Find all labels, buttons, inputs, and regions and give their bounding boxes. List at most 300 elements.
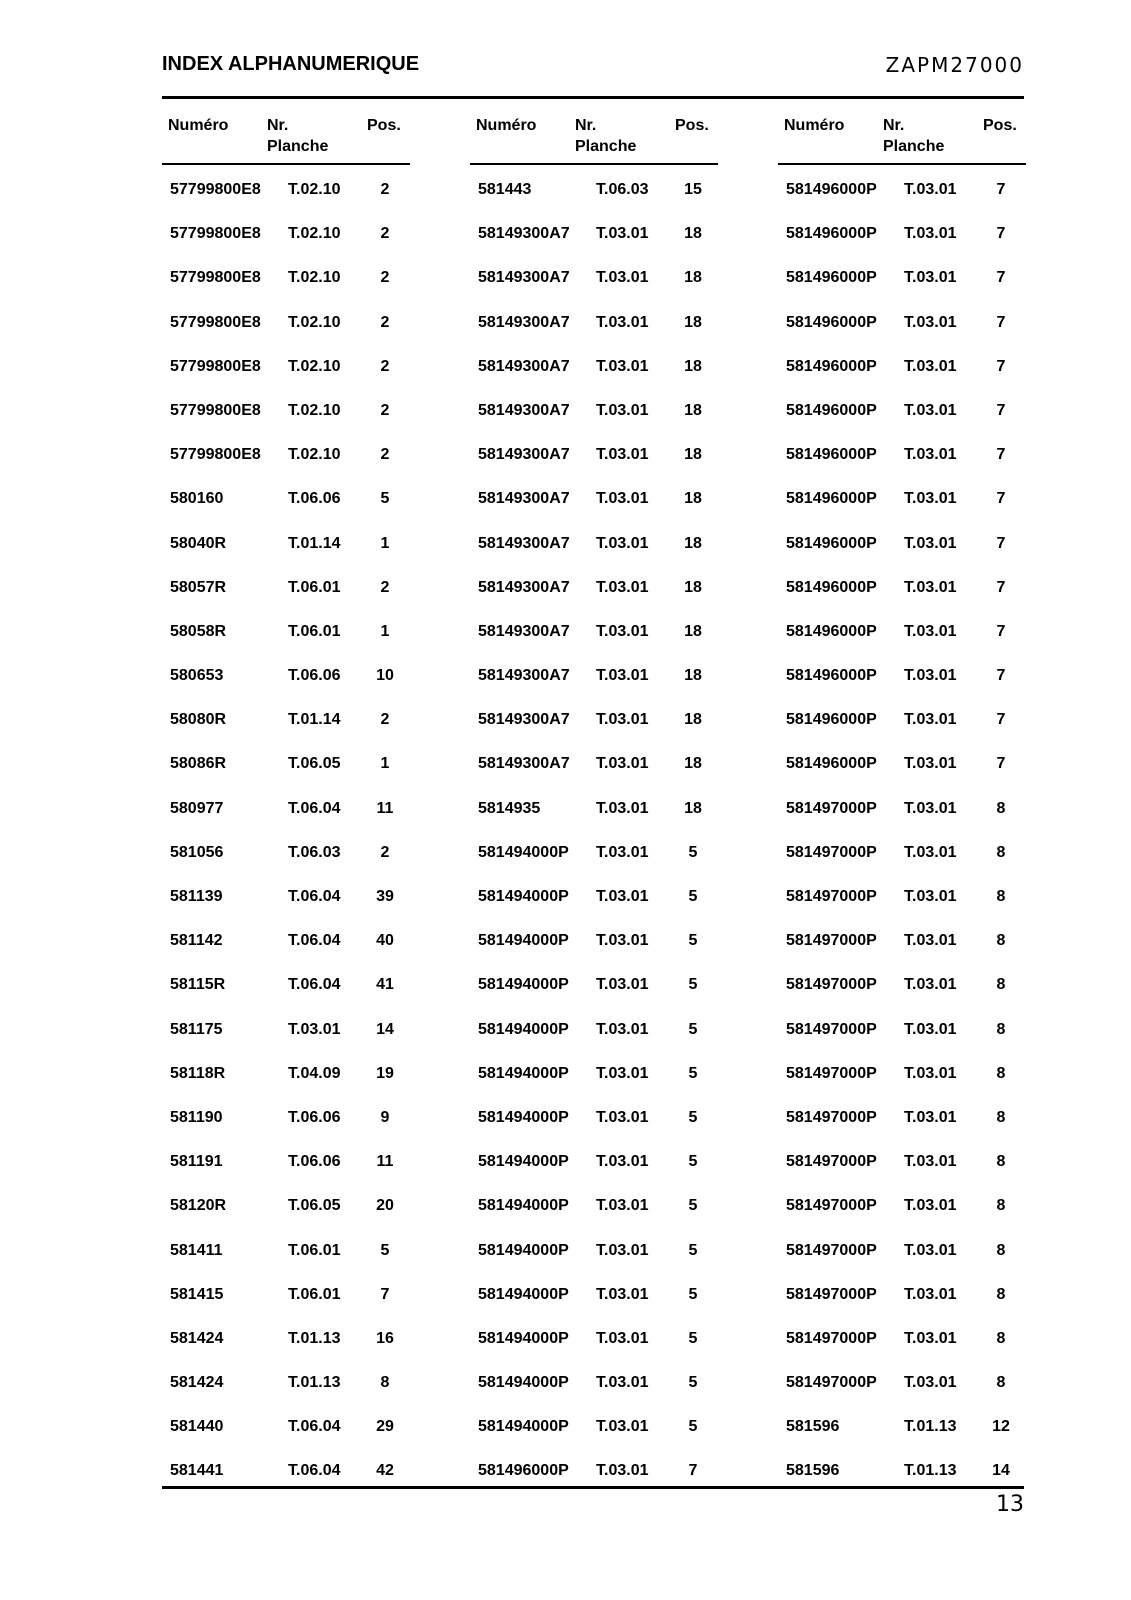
planche-cell: T.01.13 bbox=[904, 1462, 957, 1480]
planche-cell: T.03.01 bbox=[596, 1329, 649, 1347]
part-number: 58149300A7 bbox=[478, 534, 570, 552]
position-cell: 5 bbox=[688, 1374, 698, 1392]
position-cell: 5 bbox=[688, 843, 698, 861]
position-cell: 8 bbox=[996, 799, 1006, 817]
part-number: 581056 bbox=[170, 843, 224, 861]
planche-cell: T.03.01 bbox=[904, 1285, 957, 1303]
part-number: 58080R bbox=[170, 711, 227, 729]
part-number: 58149300A7 bbox=[478, 313, 570, 331]
table-row bbox=[470, 343, 718, 387]
table-row bbox=[470, 1094, 718, 1138]
part-number: 581494000P bbox=[478, 1108, 569, 1126]
table-row bbox=[162, 1271, 410, 1315]
planche-cell: T.03.01 bbox=[596, 446, 649, 464]
table-row bbox=[162, 210, 410, 254]
table-row bbox=[162, 1138, 410, 1182]
position-cell: 2 bbox=[380, 357, 390, 375]
part-number: 581596 bbox=[786, 1418, 840, 1436]
position-cell: 18 bbox=[684, 490, 702, 508]
part-number: 581496000P bbox=[786, 181, 877, 198]
position-cell: 7 bbox=[996, 578, 1006, 596]
table-row bbox=[778, 1182, 1026, 1226]
position-cell: 2 bbox=[380, 401, 390, 419]
planche-cell: T.03.01 bbox=[596, 578, 649, 596]
planche-cell: T.03.01 bbox=[596, 1153, 649, 1171]
planche-cell: T.03.01 bbox=[596, 1462, 649, 1480]
position-cell: 8 bbox=[996, 843, 1006, 861]
position-cell: 14 bbox=[376, 1020, 394, 1038]
part-number: 58120R bbox=[170, 1197, 227, 1215]
index-column-1 bbox=[162, 99, 410, 1492]
part-number: 581497000P bbox=[786, 799, 877, 817]
table-row bbox=[162, 431, 410, 475]
table-row bbox=[778, 873, 1026, 917]
column-rows bbox=[162, 166, 410, 1492]
part-number: 581496000P bbox=[786, 401, 877, 419]
table-row bbox=[778, 608, 1026, 652]
planche-cell: T.03.01 bbox=[904, 357, 957, 375]
position-cell: 2 bbox=[380, 181, 390, 198]
position-cell: 7 bbox=[996, 269, 1006, 287]
part-number: 581424 bbox=[170, 1374, 224, 1392]
planche-cell: T.03.01 bbox=[596, 711, 649, 729]
table-row bbox=[778, 829, 1026, 873]
position-cell: 7 bbox=[996, 446, 1006, 464]
table-row bbox=[470, 1138, 718, 1182]
position-cell: 8 bbox=[996, 1329, 1006, 1347]
position-cell: 1 bbox=[380, 755, 390, 773]
part-number: 581596 bbox=[786, 1462, 840, 1480]
page-title: INDEX ALPHANUMERIQUE bbox=[162, 53, 420, 75]
part-number: 581190 bbox=[170, 1108, 223, 1126]
position-cell: 19 bbox=[376, 1064, 394, 1082]
planche-cell: T.03.01 bbox=[904, 1108, 957, 1126]
table-row bbox=[470, 696, 718, 740]
table-row bbox=[778, 1094, 1026, 1138]
table-row bbox=[470, 166, 718, 210]
position-cell: 10 bbox=[376, 667, 394, 685]
planche-cell: T.06.01 bbox=[288, 578, 341, 596]
position-cell: 8 bbox=[996, 888, 1006, 905]
position-cell: 7 bbox=[996, 622, 1006, 640]
planche-cell: T.03.01 bbox=[904, 269, 957, 287]
table-row bbox=[162, 387, 410, 431]
part-number: 57799800E8 bbox=[170, 269, 261, 287]
table-row bbox=[162, 917, 410, 961]
planche-cell: T.06.03 bbox=[288, 843, 341, 861]
part-number: 581494000P bbox=[478, 1329, 569, 1347]
position-cell: 18 bbox=[684, 401, 702, 419]
header-numero: Numéro bbox=[476, 117, 537, 134]
planche-cell: T.06.06 bbox=[288, 1108, 341, 1126]
planche-cell: T.03.01 bbox=[596, 313, 649, 331]
part-number: 57799800E8 bbox=[170, 181, 261, 198]
part-number: 581497000P bbox=[786, 888, 877, 905]
part-number: 581411 bbox=[170, 1241, 223, 1259]
position-cell: 2 bbox=[380, 446, 390, 464]
planche-cell: T.03.01 bbox=[904, 1064, 957, 1082]
table-row bbox=[470, 387, 718, 431]
position-cell: 18 bbox=[684, 225, 702, 243]
planche-cell: T.06.05 bbox=[288, 755, 341, 773]
planche-cell: T.03.01 bbox=[904, 1153, 957, 1171]
planche-cell: T.03.01 bbox=[904, 711, 957, 729]
part-number: 581494000P bbox=[478, 1153, 569, 1171]
planche-cell: T.03.01 bbox=[596, 888, 649, 905]
header-pos: Pos. bbox=[983, 117, 1017, 134]
position-cell: 2 bbox=[380, 269, 390, 287]
planche-cell: T.06.04 bbox=[288, 888, 341, 905]
table-row bbox=[470, 1227, 718, 1271]
table-row bbox=[162, 740, 410, 784]
part-number: 581494000P bbox=[478, 1285, 569, 1303]
table-row bbox=[778, 1138, 1026, 1182]
table-row bbox=[470, 1006, 718, 1050]
table-row bbox=[162, 1403, 410, 1447]
header-nr-planche bbox=[883, 115, 944, 157]
part-number: 581497000P bbox=[786, 1108, 877, 1126]
position-cell: 18 bbox=[684, 269, 702, 287]
planche-cell: T.01.14 bbox=[288, 711, 341, 729]
table-row bbox=[162, 652, 410, 696]
planche-cell: T.06.04 bbox=[288, 976, 341, 994]
position-cell: 7 bbox=[996, 755, 1006, 773]
position-cell: 1 bbox=[380, 622, 390, 640]
position-cell: 5 bbox=[688, 1064, 698, 1082]
part-number: 581497000P bbox=[786, 1064, 877, 1082]
header-numero: Numéro bbox=[784, 117, 845, 134]
part-number: 581494000P bbox=[478, 1418, 569, 1436]
part-number: 581496000P bbox=[786, 711, 877, 729]
planche-cell: T.03.01 bbox=[904, 181, 957, 198]
part-number: 581497000P bbox=[786, 1020, 877, 1038]
planche-cell: T.03.01 bbox=[904, 976, 957, 994]
header-planche: Planche bbox=[267, 138, 329, 155]
part-number: 581494000P bbox=[478, 932, 569, 950]
planche-cell: T.02.10 bbox=[288, 269, 341, 287]
position-cell: 8 bbox=[996, 1197, 1006, 1215]
planche-cell: T.02.10 bbox=[288, 401, 341, 419]
table-row bbox=[778, 1271, 1026, 1315]
part-number: 581441 bbox=[170, 1462, 224, 1480]
planche-cell: T.03.01 bbox=[596, 269, 649, 287]
planche-cell: T.03.01 bbox=[904, 446, 957, 464]
planche-cell: T.03.01 bbox=[596, 1241, 649, 1259]
planche-cell: T.03.01 bbox=[904, 622, 957, 640]
table-row bbox=[162, 608, 410, 652]
part-number: 58149300A7 bbox=[478, 225, 570, 243]
position-cell: 5 bbox=[688, 932, 698, 950]
position-cell: 8 bbox=[996, 1108, 1006, 1126]
table-row bbox=[470, 564, 718, 608]
header-nr: Nr. bbox=[267, 117, 289, 134]
table-row bbox=[162, 1359, 410, 1403]
planche-cell: T.06.01 bbox=[288, 1285, 341, 1303]
position-cell: 20 bbox=[376, 1197, 394, 1215]
planche-cell: T.06.05 bbox=[288, 1197, 341, 1215]
planche-cell: T.06.04 bbox=[288, 1418, 341, 1436]
table-row bbox=[470, 1403, 718, 1447]
planche-cell: T.02.10 bbox=[288, 313, 341, 331]
table-row bbox=[162, 1094, 410, 1138]
position-cell: 18 bbox=[684, 578, 702, 596]
position-cell: 1 bbox=[380, 534, 390, 552]
planche-cell: T.06.06 bbox=[288, 1153, 341, 1171]
column-rows bbox=[470, 166, 718, 1492]
planche-cell: T.03.01 bbox=[904, 490, 957, 508]
header-nr-planche bbox=[575, 115, 636, 157]
part-number: 581497000P bbox=[786, 932, 877, 950]
table-row bbox=[778, 1050, 1026, 1094]
table-row bbox=[778, 1006, 1026, 1050]
part-number: 581496000P bbox=[786, 357, 877, 375]
part-number: 581497000P bbox=[786, 1285, 877, 1303]
part-number: 57799800E8 bbox=[170, 313, 261, 331]
planche-cell: T.06.06 bbox=[288, 490, 341, 508]
part-number: 58149300A7 bbox=[478, 401, 570, 419]
part-number: 57799800E8 bbox=[170, 446, 261, 464]
part-number: 58040R bbox=[170, 534, 227, 552]
position-cell: 18 bbox=[684, 711, 702, 729]
planche-cell: T.01.14 bbox=[288, 534, 341, 552]
part-number: 57799800E8 bbox=[170, 225, 261, 243]
part-number: 58149300A7 bbox=[478, 269, 570, 287]
planche-cell: T.06.04 bbox=[288, 1462, 341, 1480]
position-cell: 9 bbox=[380, 1108, 390, 1126]
position-cell: 11 bbox=[376, 799, 394, 817]
position-cell: 5 bbox=[688, 1197, 698, 1215]
table-row bbox=[470, 1447, 718, 1491]
position-cell: 2 bbox=[380, 711, 390, 729]
part-number: 581494000P bbox=[478, 976, 569, 994]
part-number: 581497000P bbox=[786, 1197, 877, 1215]
table-row bbox=[162, 166, 410, 210]
planche-cell: T.02.10 bbox=[288, 446, 341, 464]
planche-cell: T.03.01 bbox=[904, 534, 957, 552]
table-row bbox=[778, 652, 1026, 696]
planche-cell: T.03.01 bbox=[904, 401, 957, 419]
position-cell: 8 bbox=[996, 1020, 1006, 1038]
planche-cell: T.04.09 bbox=[288, 1064, 341, 1082]
table-row bbox=[470, 431, 718, 475]
part-number: 58115R bbox=[170, 976, 226, 994]
position-cell: 7 bbox=[996, 711, 1006, 729]
position-cell: 7 bbox=[996, 181, 1006, 198]
position-cell: 5 bbox=[688, 1020, 698, 1038]
planche-cell: T.03.01 bbox=[596, 490, 649, 508]
part-number: 58149300A7 bbox=[478, 357, 570, 375]
position-cell: 8 bbox=[996, 1153, 1006, 1171]
position-cell: 8 bbox=[996, 1285, 1006, 1303]
planche-cell: T.03.01 bbox=[904, 225, 957, 243]
part-number: 58149300A7 bbox=[478, 667, 570, 685]
planche-cell: T.03.01 bbox=[904, 888, 957, 905]
position-cell: 7 bbox=[688, 1462, 698, 1480]
table-row bbox=[162, 961, 410, 1005]
table-row bbox=[162, 1315, 410, 1359]
part-number: 581497000P bbox=[786, 1153, 877, 1171]
footer-divider bbox=[162, 1486, 1024, 1489]
position-cell: 8 bbox=[996, 1241, 1006, 1259]
table-row bbox=[162, 1050, 410, 1094]
header-planche: Planche bbox=[883, 138, 945, 155]
planche-cell: T.03.01 bbox=[596, 755, 649, 773]
position-cell: 7 bbox=[996, 490, 1006, 508]
table-row bbox=[162, 254, 410, 298]
table-row bbox=[778, 387, 1026, 431]
table-row bbox=[470, 873, 718, 917]
table-row bbox=[470, 210, 718, 254]
part-number: 581497000P bbox=[786, 1241, 877, 1259]
planche-cell: T.03.01 bbox=[596, 1374, 649, 1392]
planche-cell: T.03.01 bbox=[904, 799, 957, 817]
table-row bbox=[778, 431, 1026, 475]
position-cell: 42 bbox=[376, 1462, 394, 1480]
part-number: 581415 bbox=[170, 1285, 224, 1303]
planche-cell: T.03.01 bbox=[596, 1285, 649, 1303]
part-number: 581497000P bbox=[786, 976, 877, 994]
position-cell: 2 bbox=[380, 578, 390, 596]
part-number: 581497000P bbox=[786, 843, 877, 861]
position-cell: 8 bbox=[996, 932, 1006, 950]
table-row bbox=[470, 475, 718, 519]
part-number: 581191 bbox=[170, 1153, 223, 1171]
table-row bbox=[470, 917, 718, 961]
part-number: 581494000P bbox=[478, 843, 569, 861]
position-cell: 8 bbox=[996, 1064, 1006, 1082]
part-number: 58149300A7 bbox=[478, 578, 570, 596]
part-number: 580160 bbox=[170, 490, 224, 508]
header-planche: Planche bbox=[575, 138, 637, 155]
planche-cell: T.03.01 bbox=[596, 976, 649, 994]
planche-cell: T.02.10 bbox=[288, 181, 341, 198]
position-cell: 5 bbox=[688, 1153, 698, 1171]
planche-cell: T.01.13 bbox=[904, 1418, 957, 1436]
planche-cell: T.06.06 bbox=[288, 667, 341, 685]
table-row bbox=[470, 1271, 718, 1315]
position-cell: 14 bbox=[992, 1462, 1010, 1480]
planche-cell: T.03.01 bbox=[596, 1064, 649, 1082]
part-number: 581496000P bbox=[786, 313, 877, 331]
part-number: 58149300A7 bbox=[478, 622, 570, 640]
position-cell: 11 bbox=[376, 1153, 394, 1171]
part-number: 581496000P bbox=[478, 1462, 569, 1480]
planche-cell: T.03.01 bbox=[904, 667, 957, 685]
position-cell: 29 bbox=[376, 1418, 394, 1436]
position-cell: 7 bbox=[380, 1285, 390, 1303]
part-number: 581494000P bbox=[478, 1241, 569, 1259]
planche-cell: T.03.01 bbox=[596, 1197, 649, 1215]
page-number: 13 bbox=[996, 1492, 1024, 1517]
position-cell: 5 bbox=[688, 1108, 698, 1126]
planche-cell: T.03.01 bbox=[904, 1241, 957, 1259]
table-row bbox=[162, 785, 410, 829]
table-row bbox=[470, 1182, 718, 1226]
table-row bbox=[470, 1359, 718, 1403]
header-pos: Pos. bbox=[675, 117, 709, 134]
position-cell: 18 bbox=[684, 667, 702, 685]
part-number: 58118R bbox=[170, 1064, 226, 1082]
index-column-2 bbox=[470, 99, 718, 1492]
planche-cell: T.03.01 bbox=[596, 401, 649, 419]
planche-cell: T.03.01 bbox=[596, 799, 649, 817]
table-row bbox=[778, 1447, 1026, 1491]
position-cell: 40 bbox=[376, 932, 394, 950]
table-row bbox=[778, 917, 1026, 961]
table-row bbox=[470, 652, 718, 696]
table-row bbox=[778, 961, 1026, 1005]
header-nr-planche bbox=[267, 115, 328, 157]
planche-cell: T.03.01 bbox=[596, 357, 649, 375]
table-row bbox=[162, 1006, 410, 1050]
part-number: 58086R bbox=[170, 755, 227, 773]
position-cell: 5 bbox=[380, 490, 390, 508]
position-cell: 41 bbox=[376, 976, 394, 994]
position-cell: 5 bbox=[688, 976, 698, 994]
part-number: 581496000P bbox=[786, 622, 877, 640]
planche-cell: T.03.01 bbox=[596, 843, 649, 861]
table-row bbox=[162, 696, 410, 740]
table-row bbox=[470, 740, 718, 784]
position-cell: 5 bbox=[688, 1285, 698, 1303]
planche-cell: T.03.01 bbox=[596, 225, 649, 243]
position-cell: 8 bbox=[380, 1374, 390, 1392]
part-number: 58058R bbox=[170, 622, 227, 640]
column-header bbox=[162, 99, 410, 165]
part-number: 581440 bbox=[170, 1418, 224, 1436]
position-cell: 7 bbox=[996, 225, 1006, 243]
table-row bbox=[778, 210, 1026, 254]
part-number: 581496000P bbox=[786, 534, 877, 552]
table-row bbox=[778, 740, 1026, 784]
table-row bbox=[470, 829, 718, 873]
part-number: 581494000P bbox=[478, 1064, 569, 1082]
position-cell: 7 bbox=[996, 313, 1006, 331]
position-cell: 18 bbox=[684, 534, 702, 552]
position-cell: 18 bbox=[684, 357, 702, 375]
planche-cell: T.06.01 bbox=[288, 1241, 341, 1259]
table-row bbox=[778, 1315, 1026, 1359]
table-row bbox=[470, 1315, 718, 1359]
table-row bbox=[778, 1227, 1026, 1271]
planche-cell: T.03.01 bbox=[288, 1020, 341, 1038]
planche-cell: T.03.01 bbox=[904, 1329, 957, 1347]
position-cell: 5 bbox=[688, 1329, 698, 1347]
position-cell: 18 bbox=[684, 446, 702, 464]
planche-cell: T.03.01 bbox=[904, 1374, 957, 1392]
part-number: 581494000P bbox=[478, 1020, 569, 1038]
position-cell: 2 bbox=[380, 313, 390, 331]
planche-cell: T.06.01 bbox=[288, 622, 341, 640]
table-row bbox=[778, 564, 1026, 608]
part-number: 581494000P bbox=[478, 888, 569, 905]
table-row bbox=[470, 299, 718, 343]
planche-cell: T.03.01 bbox=[904, 1020, 957, 1038]
part-number: 581139 bbox=[170, 888, 223, 905]
position-cell: 12 bbox=[992, 1418, 1010, 1436]
part-number: 58149300A7 bbox=[478, 711, 570, 729]
table-row bbox=[778, 299, 1026, 343]
planche-cell: T.02.10 bbox=[288, 225, 341, 243]
position-cell: 18 bbox=[684, 755, 702, 773]
planche-cell: T.03.01 bbox=[904, 755, 957, 773]
position-cell: 5 bbox=[380, 1241, 390, 1259]
table-row bbox=[778, 696, 1026, 740]
table-row bbox=[778, 254, 1026, 298]
header-nr: Nr. bbox=[883, 117, 905, 134]
table-row bbox=[162, 299, 410, 343]
table-row bbox=[470, 785, 718, 829]
